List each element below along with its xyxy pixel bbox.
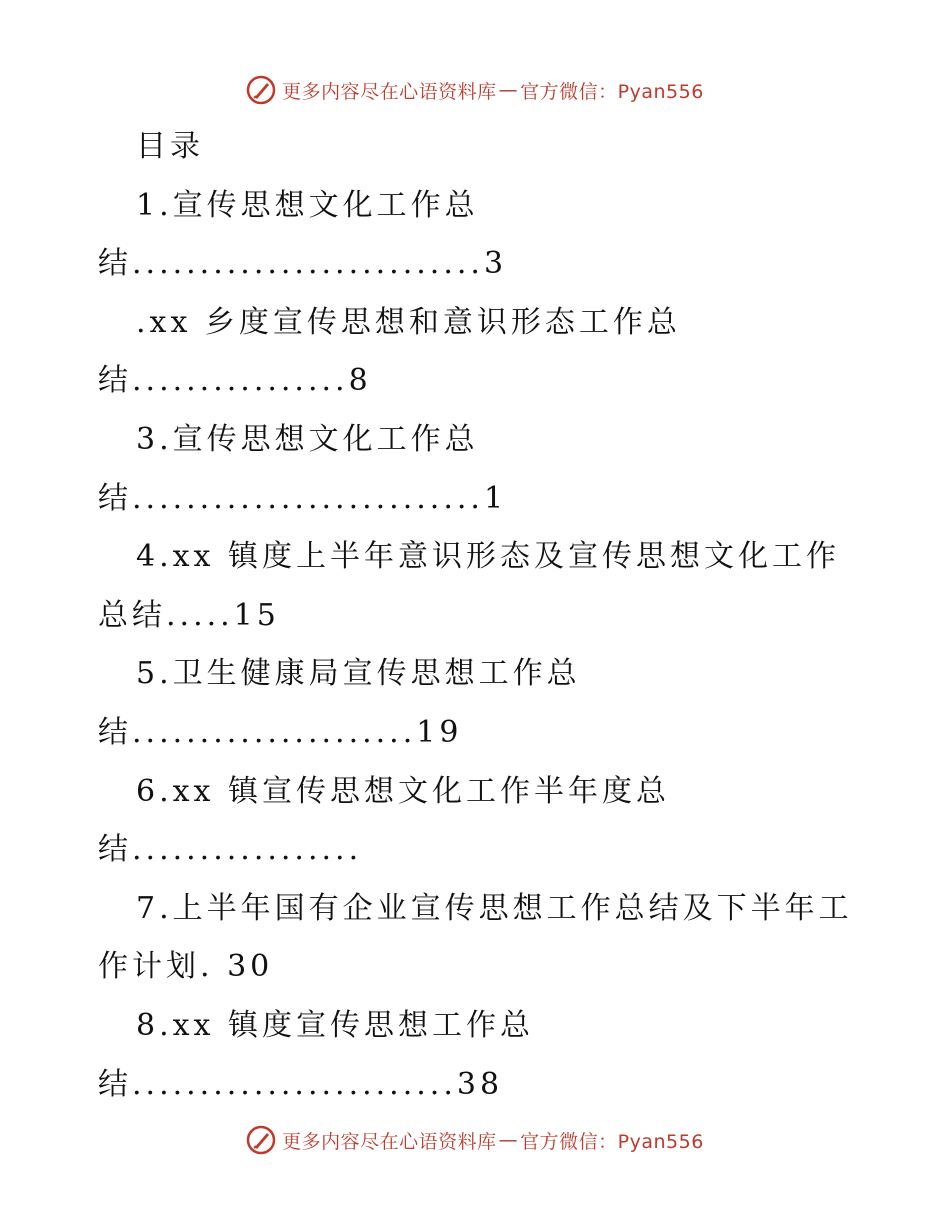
toc-line: 1.宣传思想文化工作总 <box>136 187 479 223</box>
banner-separator: — <box>498 79 519 101</box>
toc-line: 3.宣传思想文化工作总 <box>136 421 479 457</box>
toc-line: 结........................38 <box>98 1066 504 1102</box>
banner-suffix-text: 官方微信：Pyan556 <box>520 80 704 103</box>
toc-line: 结..........................3 <box>98 246 508 282</box>
table-of-contents <box>98 118 898 1114</box>
toc-line: 结................8 <box>98 363 372 399</box>
banner-main-text: 更多内容尽在心语资料库 <box>282 80 497 103</box>
toc-line: 结..........................1 <box>98 480 508 516</box>
toc-line: 总结.....15 <box>98 597 280 633</box>
quill-pen-icon <box>246 75 276 105</box>
toc-line: 作计划. 30 <box>98 949 274 985</box>
banner-main-text: 更多内容尽在心语资料库 <box>282 1130 497 1153</box>
toc-title: 目录 <box>136 129 204 164</box>
toc-line: 4.xx 镇度上半年意识形态及宣传思想文化工作 <box>136 539 840 575</box>
footer-banner <box>0 1120 950 1160</box>
toc-line: 5.卫生健康局宣传思想工作总 <box>136 656 581 692</box>
banner-suffix-text: 官方微信：Pyan556 <box>520 1130 704 1153</box>
banner-separator: — <box>498 1129 519 1151</box>
toc-line: 结.....................19 <box>98 714 463 750</box>
toc-line: .xx 乡度宣传思想和意识形态工作总 <box>136 304 681 340</box>
toc-line: 6.xx 镇宣传思想文化工作半年度总 <box>136 773 670 809</box>
toc-line: 8.xx 镇度宣传思想工作总 <box>136 1007 534 1043</box>
header-banner <box>0 70 950 110</box>
toc-line: 结................. <box>98 832 363 868</box>
quill-pen-icon <box>246 1125 276 1155</box>
toc-line: 7.上半年国有企业宣传思想工作总结及下半年工 <box>136 890 853 926</box>
